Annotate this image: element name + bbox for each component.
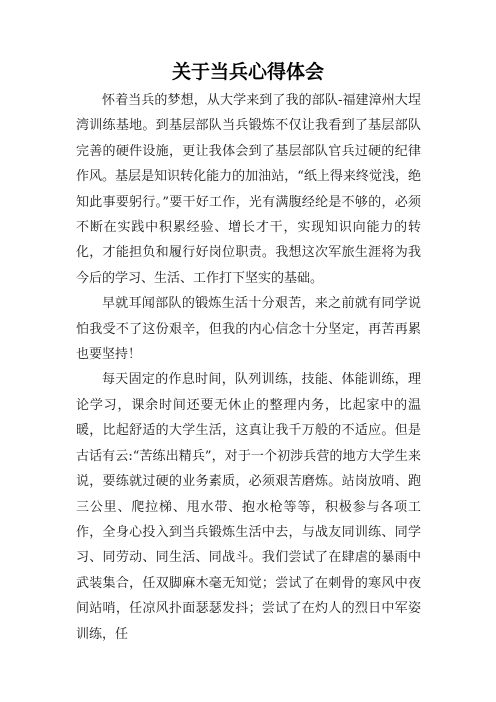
document-body [76,88,421,647]
paragraph-2: 早就耳闻部队的锻炼生活十分艰苦，来之前就有同学说怕我受不了这份艰辛，但我的内心信念十分坚定，再苦再累也要坚持！ [76,296,421,363]
paragraph-1: 怀着当兵的梦想，从大学来到了我的部队-福建漳州大埕湾训练基地。到基层部队当兵锻炼不仅让我看到了基层部队完善的硬件设施，更让我体会到了基层部队官兵过硬的纪律作风。基层是知识转化能力的加油站，“纸上得来终觉浅，绝知此事要躬行。”要干好工作，光有满腹经纶是不够的，必须不断在实践中积累经验、增长才干，实现知识向能力的转化，才能担负和履行好岗位职责。我想这次军旅生涯将为我今后的学习、生活、工作打下坚实的基础。 [76,93,421,286]
document-title: 关于当兵心得体会 [171,61,324,83]
paragraph-3: 每天固定的作息时间，队列训练，技能、体能训练，理论学习，课余时间还要无休止的整理内务，比起家中的温暖，比起舒适的大学生活，这真让我千万般的不适应。但是古话有云:“苦练出精兵”，对于一个初涉兵营的地方大学生来说，要练就过硬的业务素质，必须艰苦磨炼。站岗放哨、跑三公里、爬拉梯、甩水带、抱水枪等等，积极参与各项工作，全身心投入到当兵锻炼生活中去，与战友同训练、同学习、同劳动、同生活、同战斗。我们尝试了在肆虐的暴雨中武装集合，任双脚麻木毫无知觉；尝试了在刺骨的寒风中夜间站哨，任凉风扑面瑟瑟发抖；尝试了在灼人的烈日中军姿训练，任 [76,372,421,642]
